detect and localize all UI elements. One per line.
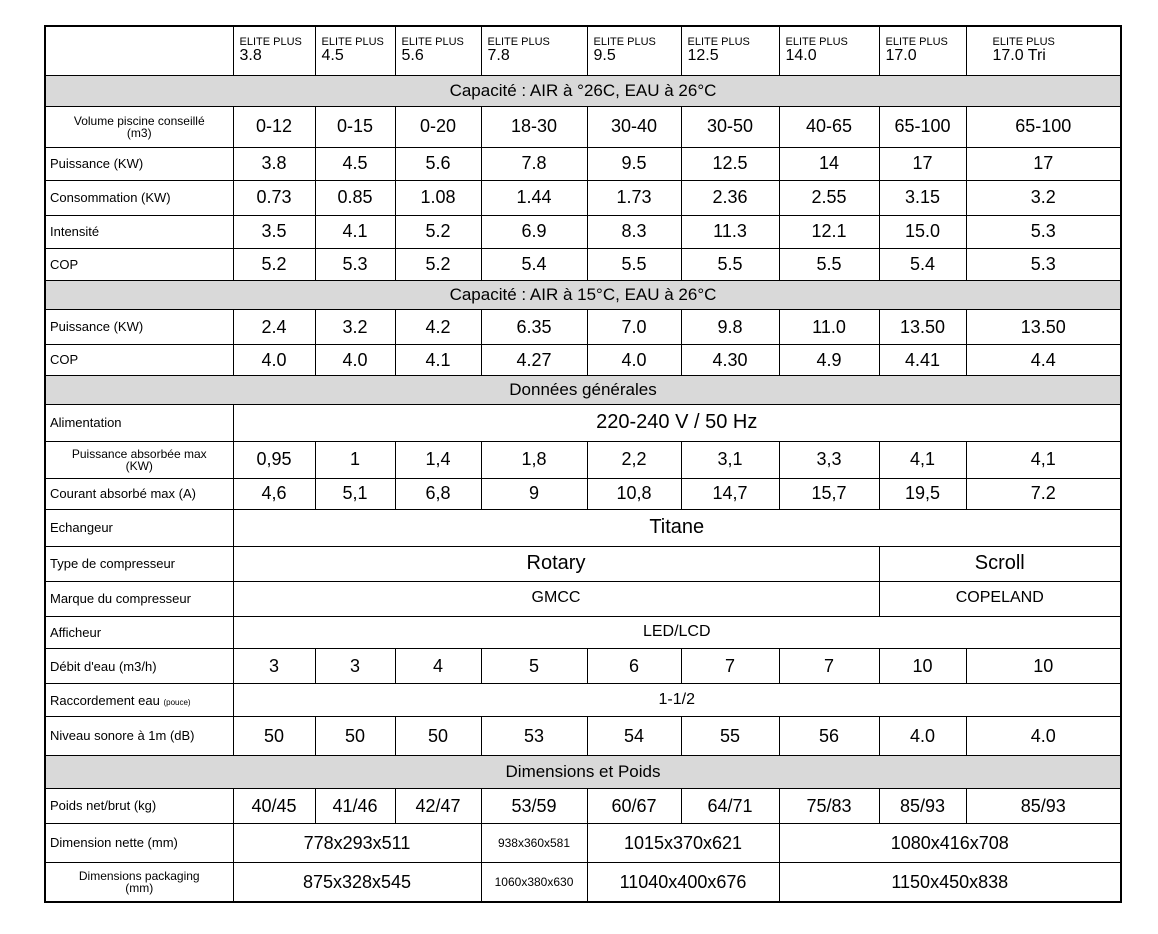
cell: 6,8 xyxy=(395,478,481,509)
cell: 1,8 xyxy=(481,441,587,478)
cell: 15.0 xyxy=(879,215,966,248)
row-label: Volume piscine conseillé (m3) xyxy=(45,106,233,147)
cell: 40-65 xyxy=(779,106,879,147)
cell: 18-30 xyxy=(481,106,587,147)
cell: 0,95 xyxy=(233,441,315,478)
cell: 9 xyxy=(481,478,587,509)
cell: 12.1 xyxy=(779,215,879,248)
cell: 60/67 xyxy=(587,789,681,824)
cell: 50 xyxy=(233,717,315,756)
row-label: Alimentation xyxy=(45,404,233,441)
cell: 75/83 xyxy=(779,789,879,824)
cell: 5.3 xyxy=(966,248,1121,281)
cell: 53/59 xyxy=(481,789,587,824)
cell: 1080x416x708 xyxy=(779,824,1121,863)
row-compresseur xyxy=(45,546,1121,581)
row-label: Afficheur xyxy=(45,616,233,649)
row-intensite xyxy=(45,215,1121,248)
cell: 5.5 xyxy=(681,248,779,281)
cell: 3.2 xyxy=(315,310,395,345)
row-label: COP xyxy=(45,345,233,376)
cell: 1.08 xyxy=(395,180,481,215)
cell: 4.1 xyxy=(395,345,481,376)
cell: 1.44 xyxy=(481,180,587,215)
row-niveau-sonore xyxy=(45,717,1121,756)
cell: 56 xyxy=(779,717,879,756)
cell: 4.2 xyxy=(395,310,481,345)
model-header: ELITE PLUS 9.5 xyxy=(587,26,681,75)
model-header: ELITE PLUS 17.0 Tri xyxy=(966,26,1121,75)
cell: 6 xyxy=(587,649,681,684)
cell: 7 xyxy=(779,649,879,684)
model-header: ELITE PLUS 17.0 xyxy=(879,26,966,75)
cell: 9.8 xyxy=(681,310,779,345)
cell: 3 xyxy=(233,649,315,684)
cell: 85/93 xyxy=(966,789,1121,824)
cell: 2.4 xyxy=(233,310,315,345)
cell: 2.55 xyxy=(779,180,879,215)
model-header: ELITE PLUS 14.0 xyxy=(779,26,879,75)
cell: 2,2 xyxy=(587,441,681,478)
cell: 0-12 xyxy=(233,106,315,147)
row-echangeur xyxy=(45,509,1121,546)
cell: 3 xyxy=(315,649,395,684)
cell: 3.2 xyxy=(966,180,1121,215)
corner-cell xyxy=(45,26,233,75)
cell: 4 xyxy=(395,649,481,684)
cell: 11.0 xyxy=(779,310,879,345)
row-puissance-absorbee xyxy=(45,441,1121,478)
cell: 5.6 xyxy=(395,147,481,180)
cell: 3,3 xyxy=(779,441,879,478)
cell: 5.2 xyxy=(395,248,481,281)
row-dimension-nette xyxy=(45,824,1121,863)
row-volume xyxy=(45,106,1121,147)
cell: 11.3 xyxy=(681,215,779,248)
section-dimensions: Dimensions et Poids xyxy=(45,756,1121,789)
cell: 3.8 xyxy=(233,147,315,180)
cell: 64/71 xyxy=(681,789,779,824)
cell: 4.1 xyxy=(315,215,395,248)
model-header: ELITE PLUS 4.5 xyxy=(315,26,395,75)
cell: 938x360x581 xyxy=(481,824,587,863)
cell: 8.3 xyxy=(587,215,681,248)
cell: 4.0 xyxy=(587,345,681,376)
cell: Scroll xyxy=(879,546,1121,581)
cell: 4.0 xyxy=(233,345,315,376)
cell: 4.0 xyxy=(966,717,1121,756)
cell: 54 xyxy=(587,717,681,756)
cell: 0.85 xyxy=(315,180,395,215)
cell: LED/LCD xyxy=(233,616,1121,649)
row-puissance-26 xyxy=(45,147,1121,180)
spec-table xyxy=(44,25,1122,903)
cell: 4,6 xyxy=(233,478,315,509)
cell: 19,5 xyxy=(879,478,966,509)
row-label: Raccordement eau (pouce) xyxy=(45,684,233,717)
cell: 4.5 xyxy=(315,147,395,180)
cell: 53 xyxy=(481,717,587,756)
cell: 6.35 xyxy=(481,310,587,345)
cell: 10 xyxy=(879,649,966,684)
cell: 17 xyxy=(879,147,966,180)
row-label: Niveau sonore à 1m (dB) xyxy=(45,717,233,756)
cell: 9.5 xyxy=(587,147,681,180)
cell: 4,1 xyxy=(879,441,966,478)
row-puissance-15 xyxy=(45,310,1121,345)
cell: 1015x370x621 xyxy=(587,824,779,863)
row-label: COP xyxy=(45,248,233,281)
cell: 1 xyxy=(315,441,395,478)
row-poids xyxy=(45,789,1121,824)
section-capacity-15: Capacité : AIR à 15°C, EAU à 26°C xyxy=(45,281,1121,310)
cell: 3.15 xyxy=(879,180,966,215)
row-label: Puissance (KW) xyxy=(45,147,233,180)
row-raccordement xyxy=(45,684,1121,717)
cell: 7.2 xyxy=(966,478,1121,509)
cell: 5.5 xyxy=(779,248,879,281)
row-dimensions-packaging xyxy=(45,863,1121,902)
cell: 65-100 xyxy=(879,106,966,147)
cell: 17 xyxy=(966,147,1121,180)
row-label: Courant absorbé max (A) xyxy=(45,478,233,509)
cell: 85/93 xyxy=(879,789,966,824)
model-header: ELITE PLUS 12.5 xyxy=(681,26,779,75)
row-label: Echangeur xyxy=(45,509,233,546)
cell: 1150x450x838 xyxy=(779,863,1121,902)
cell: 4.4 xyxy=(966,345,1121,376)
section-general: Données générales xyxy=(45,376,1121,405)
cell: 10,8 xyxy=(587,478,681,509)
cell: 13.50 xyxy=(879,310,966,345)
cell: 5.3 xyxy=(966,215,1121,248)
row-marque xyxy=(45,581,1121,616)
row-label: Type de compresseur xyxy=(45,546,233,581)
cell: 1060x380x630 xyxy=(481,863,587,902)
cell: 14,7 xyxy=(681,478,779,509)
row-courant xyxy=(45,478,1121,509)
cell: 0-20 xyxy=(395,106,481,147)
cell: 13.50 xyxy=(966,310,1121,345)
header-row xyxy=(45,26,1121,75)
cell: 10 xyxy=(966,649,1121,684)
cell: 1-1/2 xyxy=(233,684,1121,717)
cell: 11040x400x676 xyxy=(587,863,779,902)
cell: 0-15 xyxy=(315,106,395,147)
row-debit xyxy=(45,649,1121,684)
cell: 6.9 xyxy=(481,215,587,248)
cell: 5.4 xyxy=(879,248,966,281)
cell: 14 xyxy=(779,147,879,180)
cell: 875x328x545 xyxy=(233,863,481,902)
cell: 12.5 xyxy=(681,147,779,180)
cell: 7 xyxy=(681,649,779,684)
cell: COPELAND xyxy=(879,581,1121,616)
row-label: Intensité xyxy=(45,215,233,248)
cell: 7.8 xyxy=(481,147,587,180)
row-consommation xyxy=(45,180,1121,215)
row-label: Poids net/brut (kg) xyxy=(45,789,233,824)
cell: 41/46 xyxy=(315,789,395,824)
model-header: ELITE PLUS 7.8 xyxy=(481,26,587,75)
cell: 220-240 V / 50 Hz xyxy=(233,404,1121,441)
cell: 5.4 xyxy=(481,248,587,281)
cell: 50 xyxy=(315,717,395,756)
cell: 1,4 xyxy=(395,441,481,478)
cell: 7.0 xyxy=(587,310,681,345)
cell: 5,1 xyxy=(315,478,395,509)
section-capacity-26: Capacité : AIR à °26C, EAU à 26°C xyxy=(45,75,1121,106)
row-cop-15 xyxy=(45,345,1121,376)
cell: 4.0 xyxy=(315,345,395,376)
cell: 40/45 xyxy=(233,789,315,824)
cell: 55 xyxy=(681,717,779,756)
model-header: ELITE PLUS 5.6 xyxy=(395,26,481,75)
row-label: Consommation (KW) xyxy=(45,180,233,215)
row-label: Marque du compresseur xyxy=(45,581,233,616)
row-alimentation xyxy=(45,404,1121,441)
row-label: Dimension nette (mm) xyxy=(45,824,233,863)
row-label: Dimensions packaging (mm) xyxy=(45,863,233,902)
cell: 2.36 xyxy=(681,180,779,215)
cell: 30-50 xyxy=(681,106,779,147)
model-header: ELITE PLUS 3.8 xyxy=(233,26,315,75)
cell: 30-40 xyxy=(587,106,681,147)
row-label: Puissance (KW) xyxy=(45,310,233,345)
row-label: Débit d'eau (m3/h) xyxy=(45,649,233,684)
cell: 1.73 xyxy=(587,180,681,215)
cell: 5.5 xyxy=(587,248,681,281)
cell: 5.2 xyxy=(395,215,481,248)
cell: Titane xyxy=(233,509,1121,546)
cell: 15,7 xyxy=(779,478,879,509)
cell: 3.5 xyxy=(233,215,315,248)
cell: GMCC xyxy=(233,581,879,616)
cell: 50 xyxy=(395,717,481,756)
cell: 4,1 xyxy=(966,441,1121,478)
cell: 5.2 xyxy=(233,248,315,281)
cell: 42/47 xyxy=(395,789,481,824)
cell: 4.9 xyxy=(779,345,879,376)
cell: 5 xyxy=(481,649,587,684)
cell: 778x293x511 xyxy=(233,824,481,863)
row-afficheur xyxy=(45,616,1121,649)
cell: 4.0 xyxy=(879,717,966,756)
cell: 0.73 xyxy=(233,180,315,215)
cell: 4.41 xyxy=(879,345,966,376)
row-label: Puissance absorbée max (KW) xyxy=(45,441,233,478)
cell: 5.3 xyxy=(315,248,395,281)
cell: 3,1 xyxy=(681,441,779,478)
cell: 4.27 xyxy=(481,345,587,376)
cell: 65-100 xyxy=(966,106,1121,147)
cell: 4.30 xyxy=(681,345,779,376)
cell: Rotary xyxy=(233,546,879,581)
row-cop-26 xyxy=(45,248,1121,281)
